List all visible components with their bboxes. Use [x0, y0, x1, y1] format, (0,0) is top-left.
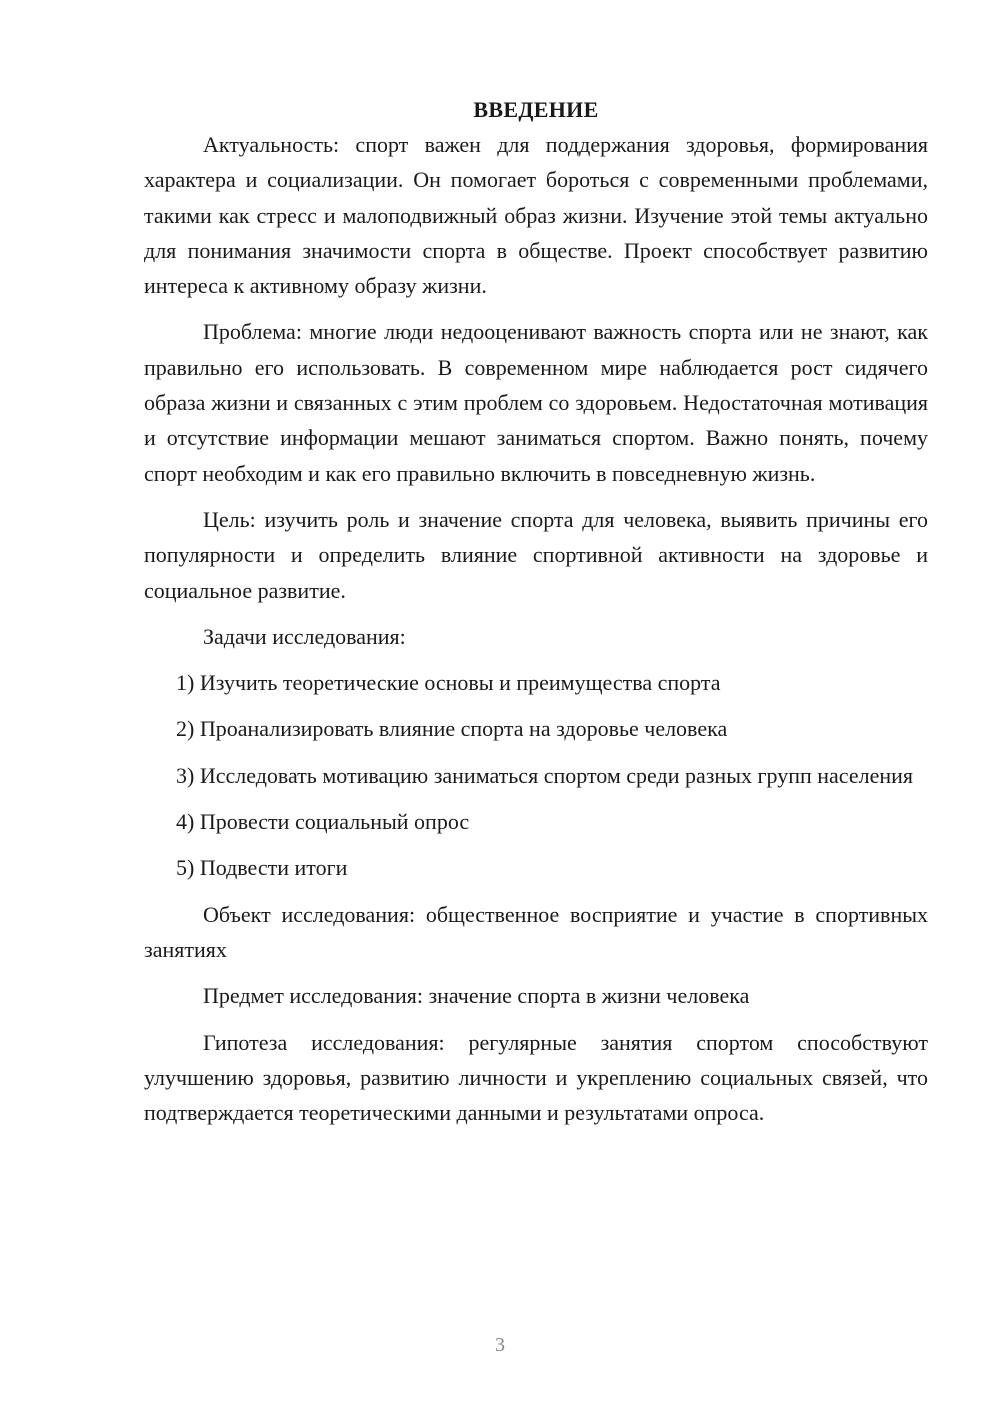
task-item-1: 1) Изучить теоретические основы и преимущества спорта	[176, 670, 721, 696]
task-item-3: 3) Исследовать мотивацию заниматься спортом среди разных групп населения	[176, 762, 914, 788]
paragraph-goal: Цель: изучить роль и значение спорта для человека, выявить причины его популярности и определить влияние спортивной активности на здоровье и социальное развитие.	[144, 506, 928, 603]
paragraph-relevance: Актуальность: спорт важен для поддержания здоровья, формирования характера и социализации. Он помогает бороться с современными проблемами, такими как стресс и малоподвижный образ жизни. Изучение этой темы актуально для понимания значимости спорта в обществе. Проект способствует развитию интереса к активному образу жизни.	[144, 132, 928, 299]
task-item-4: 4) Провести социальный опрос	[176, 809, 470, 835]
task-item-5: 5) Подвести итоги	[176, 855, 348, 881]
paragraph-problem: Проблема: многие люди недооценивают важность спорта или не знают, как правильно его использовать. В современном мире наблюдается рост сидячего образа жизни и связанных с этим проблем со здоровьем. Недостаточная мотивация и отсутствие информации мешают заниматься спортом. Важно понять, почему спорт необходим и как его правильно включить в повседневную жизнь.	[144, 319, 928, 486]
document-page	[144, 92, 928, 1141]
section-heading: ВВЕДЕНИЕ	[473, 97, 599, 122]
paragraph-subject: Предмет исследования: значение спорта в жизни человека	[203, 983, 750, 1009]
paragraph-tasks-title: Задачи исследования:	[203, 623, 406, 649]
page-number: 3	[495, 1334, 505, 1356]
task-item-2: 2) Проанализировать влияние спорта на здоровье человека	[176, 716, 728, 742]
paragraph-hypothesis: Гипотеза исследования: регулярные занятия спортом способствуют улучшению здоровья, развитию личности и укреплению социальных связей, что подтверждается теоретическими данными и результатами опроса.	[144, 1029, 928, 1126]
paragraph-object: Объект исследования: общественное восприятие и участие в спортивных занятиях	[144, 901, 928, 962]
